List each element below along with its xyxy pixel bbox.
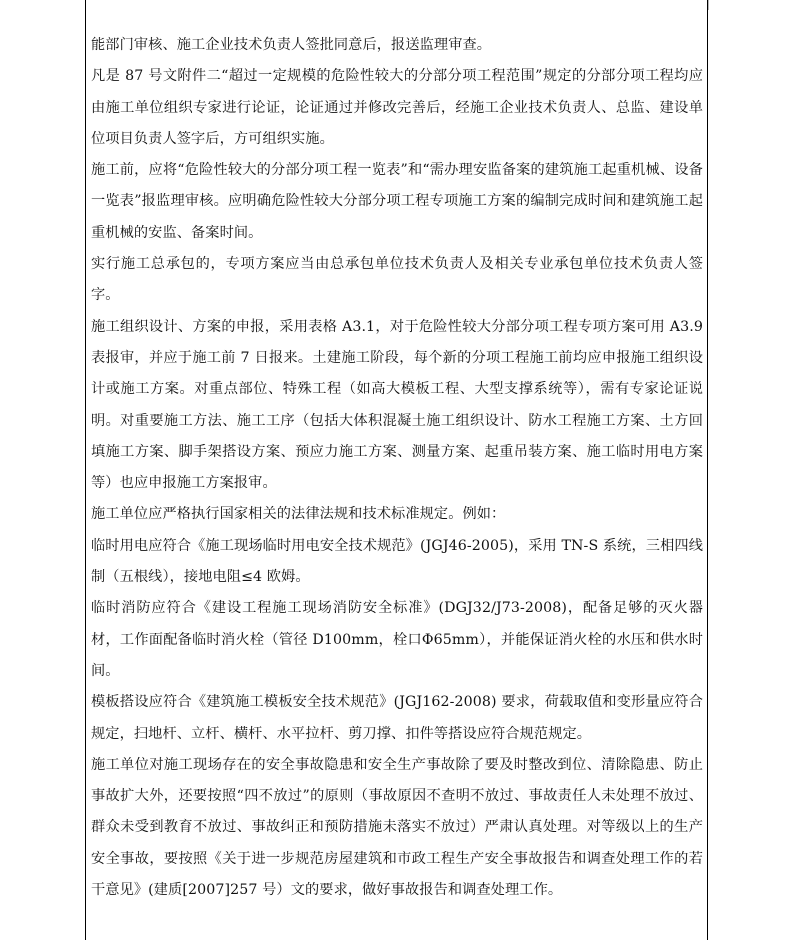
paragraph: 凡是 87 号文附件二“超过一定规模的危险性较大的分部分项工程范围”规定的分部分项工程均应由施工单位组织专家进行论证，论证通过并修改完善后，经施工企业技术负责人、总监、建设单位项目负责人签字后，方可组织实施。 — [91, 68, 703, 147]
paragraph: 模板搭设应符合《建筑施工模板安全技术规范》(JGJ162-2008) 要求，荷载取值和变形量应符合规定，扫地杆、立杆、横杆、水平拉杆、剪刀撑、扣件等搭设应符合规范规定。 — [91, 694, 703, 742]
document-body — [91, 30, 703, 906]
paragraph: 施工单位应严格执行国家相关的法律法规和技术标准规定。例如： — [91, 506, 506, 523]
paragraph: 能部门审核、施工企业技术负责人签批同意后，报送监理审查。 — [91, 37, 492, 53]
paragraph: 临时消防应符合《建设工程施工现场消防安全标准》(DGJ32/J73-2008)，配备足够的灭火器材，工作面配备临时消火栓（管径 D100mm，栓口Φ65mm），并能保证消火栓的水压和供水时间。 — [91, 600, 703, 679]
page-corner-mark-right — [708, 0, 719, 10]
table-cell — [85, 0, 708, 940]
paragraph: 施工单位对施工现场存在的安全事故隐患和安全生产事故除了要及时整改到位、清除隐患、防止事故扩大外，还要按照“四不放过”的原则（事故原因不查明不放过、事故责任人未处理不放过、群众未受到教育不放过、事故纠正和预防措施未落实不放过）严肃认真处理。对等级以上的生产安全事故，要按照《关于进一步规范房屋建筑和市政工程生产安全事故报告和调查处理工作的若干意见》(建质[2007]257 号）文的要求，做好事故报告和调查处理工作。 — [91, 756, 703, 899]
paragraph: 施工组织设计、方案的申报，采用表格 A3.1，对于危险性较大分部分项工程专项方案可用 A3.9 表报审，并应于施工前 7 日报来。土建施工阶段，每个新的分项工程施工前均应申报施工组织设计或施工方案。对重点部位、特殊工程（如高大模板工程、大型支撑系统等），需有专家论证说明。对重要施工方法、施工工序（包括大体积混凝土施工组织设计、防水工程施工方案、土方回填施工方案、脚手架搭设方案、预应力施工方案、测量方案、起重吊装方案、施工临时用电方案等）也应申报施工方案报审。 — [91, 318, 703, 492]
paragraph: 施工前，应将“危险性较大的分部分项工程一览表”和“需办理安监备案的建筑施工起重机械、设备一览表”报监理审核。应明确危险性较大分部分项工程专项施工方案的编制完成时间和建筑施工起重机械的安监、备案时间。 — [91, 162, 703, 241]
paragraph: 临时用电应符合《施工现场临时用电安全技术规范》(JGJ46-2005)，采用 TN-S 系统，三相四线制（五根线），接地电阻≤4 欧姆。 — [91, 537, 703, 586]
paragraph: 实行施工总承包的，专项方案应当由总承包单位技术负责人及相关专业承包单位技术负责人签字。 — [91, 256, 703, 304]
